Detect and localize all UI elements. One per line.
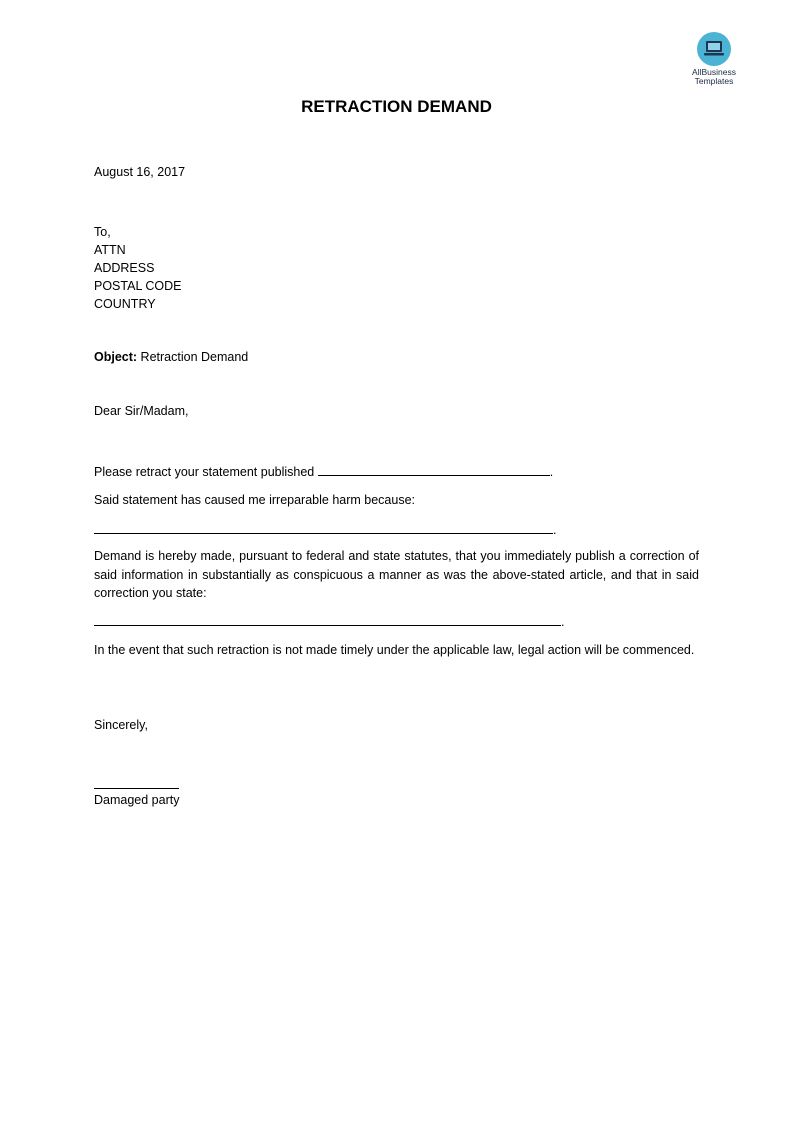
recipient-attn: ATTN xyxy=(94,243,126,257)
logo-line-1: AllBusiness xyxy=(692,67,736,77)
body-paragraph-1-text: Please retract your statement published xyxy=(94,465,315,479)
logo-line-2: Templates xyxy=(694,76,734,86)
recipient-country: COUNTRY xyxy=(94,297,156,311)
recipient-to: To, xyxy=(94,225,111,239)
recipient-postal-code: POSTAL CODE xyxy=(94,279,182,293)
signature-label: Damaged party xyxy=(94,793,180,807)
salutation: Dear Sir/Madam, xyxy=(94,404,189,418)
blank-line-2 xyxy=(94,520,553,534)
object-label: Object: xyxy=(94,350,138,364)
closing: Sincerely, xyxy=(94,718,148,732)
document-title: RETRACTION DEMAND xyxy=(301,97,492,116)
letter-date: August 16, 2017 xyxy=(94,165,186,179)
period-3: . xyxy=(561,615,565,629)
blank-line-1 xyxy=(318,462,550,476)
signature-line xyxy=(94,788,179,789)
body-paragraph-2: Said statement has caused me irreparable harm because: xyxy=(94,493,416,507)
allbusiness-templates-logo xyxy=(682,32,746,86)
period-2: . xyxy=(553,523,557,537)
recipient-address: ADDRESS xyxy=(94,261,155,275)
body-paragraph-3: Demand is hereby made, pursuant to federal and state statutes, that you immediately publish a correction of said information in substantially as conspicuous a manner as was the above-stated article, and that in said correction you state: xyxy=(94,549,699,600)
body-paragraph-4: In the event that such retraction is not made timely under the applicable law, legal action will be commenced. xyxy=(94,643,695,657)
body-paragraph-1 xyxy=(94,462,553,481)
laptop-icon xyxy=(697,32,731,66)
object-value: Retraction Demand xyxy=(140,350,249,364)
blank-line-3 xyxy=(94,612,561,626)
logo-text xyxy=(682,68,746,86)
period-1: . xyxy=(549,465,554,479)
blank-row-2 xyxy=(94,520,556,539)
blank-row-3 xyxy=(94,612,564,631)
object-line xyxy=(94,348,248,366)
